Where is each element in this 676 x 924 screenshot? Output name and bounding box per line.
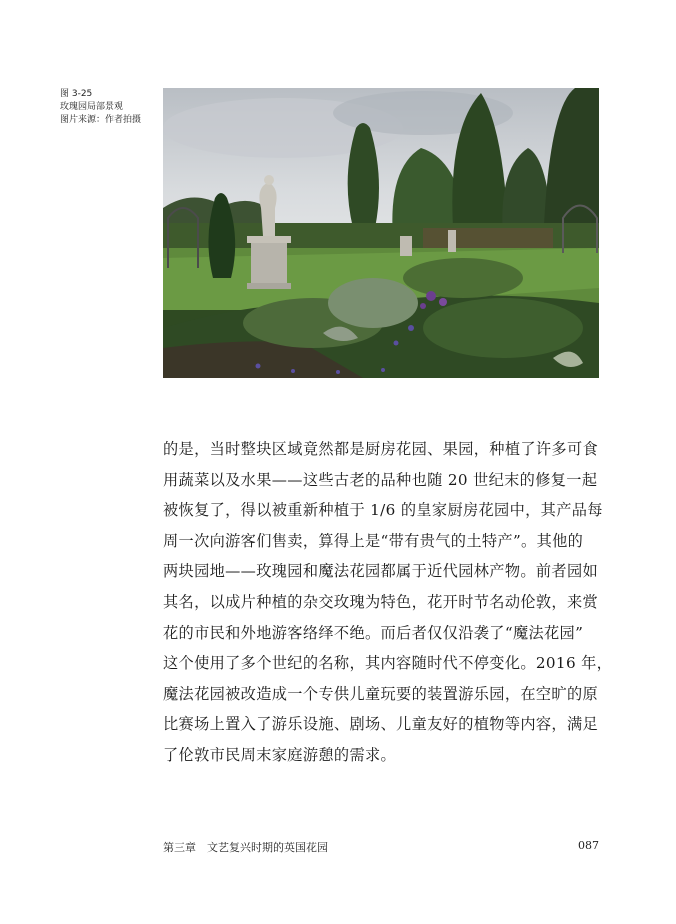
body-line: 比赛场上置入了游乐设施、剧场、儿童友好的植物等内容，满足 xyxy=(163,715,599,734)
figure-number: 图 3-25 xyxy=(60,89,93,99)
body-line: 这个使用了多个世纪的名称，其内容随时代不停变化。2016 年， xyxy=(163,654,613,673)
figure-source: 图片来源：作者拍摄 xyxy=(60,115,142,125)
body-line: 花的市民和外地游客络绎不绝。而后者仅仅沿袭了“魔法花园” xyxy=(163,623,584,642)
body-line: 了伦敦市民周末家庭游憩的需求。 xyxy=(163,745,397,764)
figure-title: 玫瑰园局部景观 xyxy=(60,102,124,112)
body-line: 其名，以成片种植的杂交玫瑰为特色，花开时节名动伦敦，来赏 xyxy=(163,592,599,611)
rose-garden-photo xyxy=(163,88,599,378)
body-line: 两块园地——玫瑰园和魔法花园都属于近代园林产物。前者园如 xyxy=(163,562,599,581)
body-paragraph xyxy=(163,434,613,771)
body-line: 周一次向游客们售卖，算得上是“带有贵气的土特产”。其他的 xyxy=(163,531,584,550)
body-line: 魔法花园被改造成一个专供儿童玩要的装置游乐园，在空旷的原 xyxy=(163,684,599,703)
body-line: 用蔬菜以及水果——这些古老的品种也随 20 世纪末的修复一起 xyxy=(163,470,598,489)
figure-caption xyxy=(60,88,141,127)
body-line: 的是，当时整块区域竟然都是厨房花园、果园，种植了许多可食 xyxy=(163,440,599,458)
body-line: 被恢复了，得以被重新种植于 1/6 的皇家厨房花园中，其产品每 xyxy=(163,501,603,520)
running-footer-chapter: 第三章 文艺复兴时期的英国花园 xyxy=(163,841,328,854)
page-number: 087 xyxy=(578,839,599,852)
